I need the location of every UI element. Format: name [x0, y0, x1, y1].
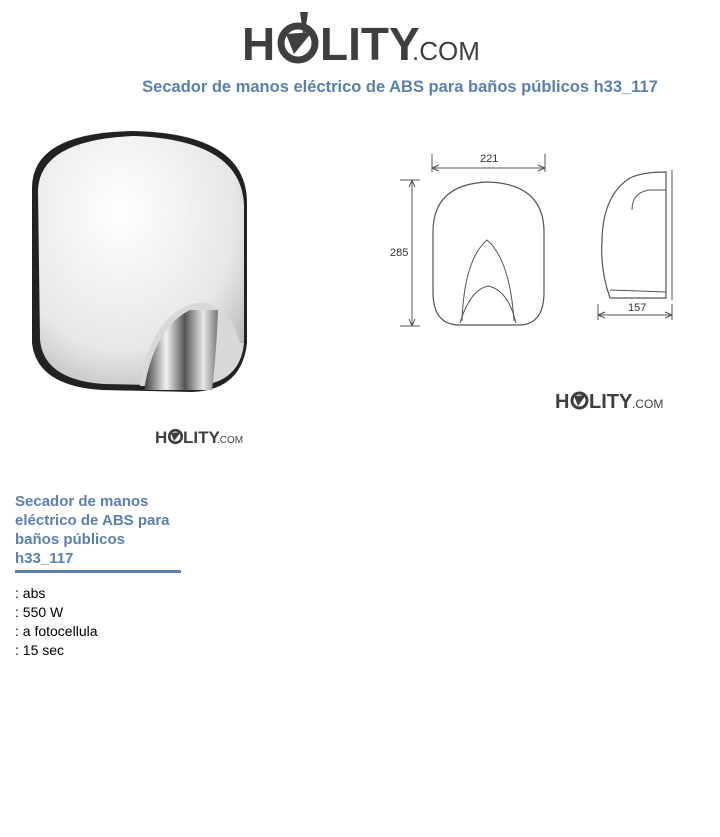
logo-letter-h: H	[242, 18, 276, 70]
technical-drawing	[380, 140, 680, 340]
product-title-link[interactable]: Secador de manos eléctrico de ABS para baños públicos h33_117	[15, 492, 181, 573]
logo-o-icon	[281, 12, 315, 60]
svg-text:LITY: LITY	[183, 428, 220, 447]
dimension-depth: 157	[628, 302, 647, 314]
svg-text:LITY: LITY	[589, 391, 633, 413]
spec-power: : 550 W	[15, 604, 64, 620]
product-image	[22, 128, 262, 408]
svg-text:H: H	[555, 391, 570, 413]
spec-list	[15, 584, 98, 660]
spec-material: : abs	[15, 585, 46, 601]
svg-text:H: H	[155, 428, 168, 447]
dimension-height: 285	[390, 247, 409, 259]
spec-activation: : a fotocellula	[15, 623, 98, 639]
logo-domain: .COM	[412, 36, 480, 66]
svg-text:.COM: .COM	[217, 435, 244, 446]
holity-logo[interactable]	[242, 10, 482, 70]
logo-o-icon	[169, 430, 182, 443]
logo-letters: LITY	[320, 18, 420, 70]
spec-drying-time: : 15 sec	[15, 642, 65, 658]
dimension-width: 221	[480, 153, 499, 165]
holity-logo-small	[555, 386, 673, 414]
page-title: Secador de manos eléctrico de ABS para baños públicos h33_117	[142, 78, 658, 96]
svg-text:.COM: .COM	[632, 397, 664, 411]
holity-logo-small	[155, 424, 247, 448]
logo-o-icon	[572, 393, 587, 408]
